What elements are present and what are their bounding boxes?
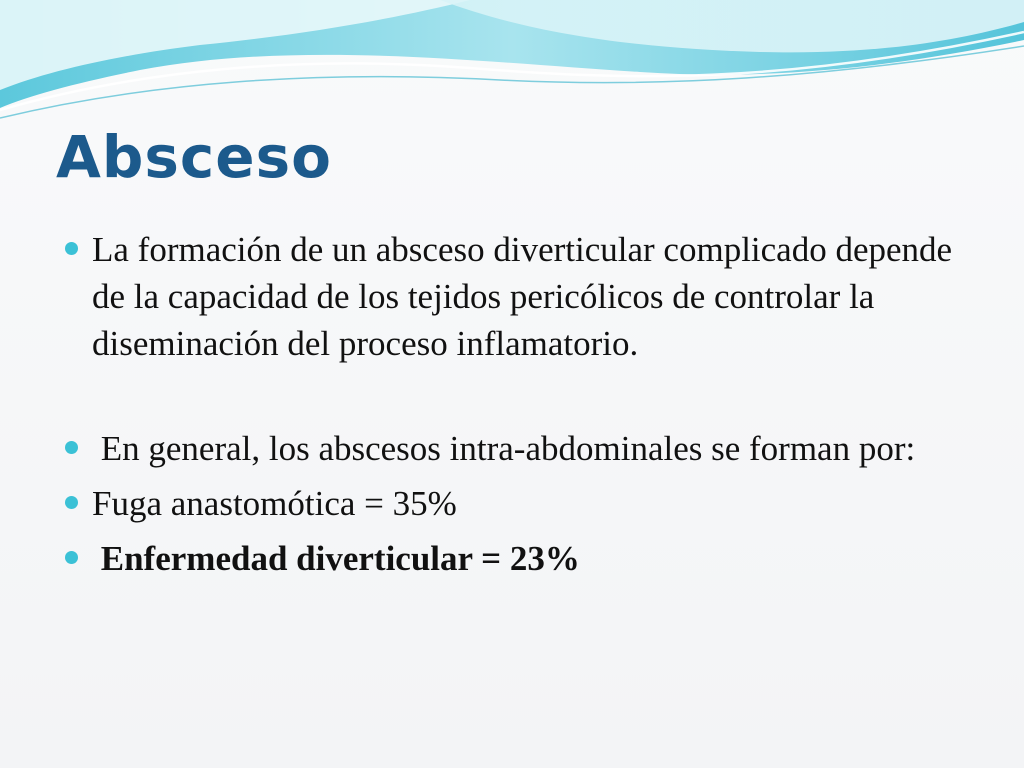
header-wave-decoration (0, 0, 1024, 130)
slide-title: Absceso (56, 123, 333, 191)
bullet-text-1: La formación de un absceso diverticular complicado depende de la capacidad de los tejidos pericólicos de controlar la diseminación del proceso inflamatorio. (92, 230, 953, 363)
bullet-item-4 (62, 535, 982, 582)
bullet-dot-icon (65, 496, 78, 509)
bullet-item-3 (62, 480, 982, 527)
bullet-list (62, 226, 982, 582)
bullet-dot-icon (65, 242, 78, 255)
bullet-item-2 (62, 425, 982, 472)
bullet-text-4: Enfermedad diverticular = 23% (92, 539, 580, 578)
bullet-dot-icon (65, 441, 78, 454)
bullet-dot-icon (65, 551, 78, 564)
bullet-text-3: Fuga anastomótica = 35% (92, 484, 457, 523)
bullet-text-2: En general, los abscesos intra-abdominales se forman por: (92, 429, 916, 468)
bullet-item-1 (62, 226, 982, 367)
